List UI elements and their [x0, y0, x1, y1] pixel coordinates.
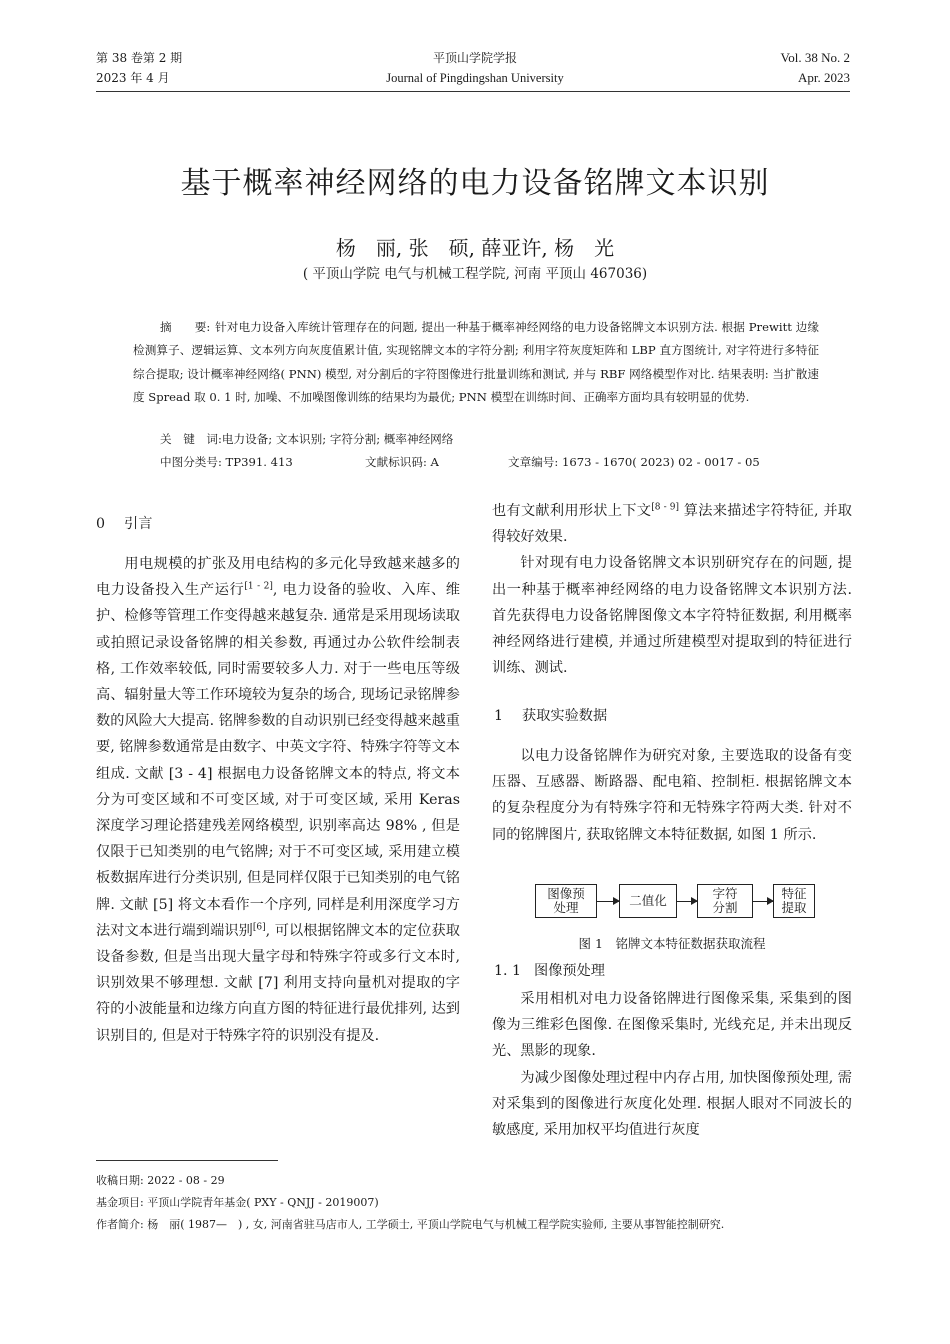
flow-box-preprocess-line2: 处理 — [553, 900, 579, 915]
flow-box-binarize: 二值化 — [619, 884, 677, 918]
data-paragraph-wrap — [492, 743, 852, 848]
abstract-text: 针对电力设备入库统计管理存在的问题, 提出一种基于概率神经网络的电力设备铭牌文本识别方法. 根据 Prewitt 边缘检测算子、逻辑运算、文本列方向灰度值累计值, 实现铭牌文本的字符分割; 利用字符灰度矩阵和 LBP 直方图统计, 对字符进行多特征综合提取; 设计概率神经网络( PNN) 模型, 对分割后的字符图像进行批量训练和测试, 并与 RBF 网络模型作对比. 结果表明: 当扩散速度 Spread 取 0. 1 时, 加噪、不加噪图像训练的结果均为最优; PNN 模型在训练时间、正确率方面均具有较明显的优势. — [133, 320, 819, 405]
figure-1-caption: 图 1 铭牌文本特征数据获取流程 — [578, 936, 766, 951]
intro-text-a: 用电规模的扩张及用电结构的多元化导致越来越多的电力设备投入生产运行 — [96, 556, 460, 599]
flow-box-preprocess — [535, 884, 597, 918]
paper-title: 基于概率神经网络的电力设备铭牌文本识别 — [180, 166, 770, 201]
footnote-rule — [96, 1160, 278, 1161]
intro-text-b: , 电力设备的验收、入库、维护、检修等管理工作变得越来越复杂. 通常是采用现场读取或拍照记录设备铭牌的相关参数, 再通过办公软件绘制表格, 工作效率较低, 同时需要较多人力. 对于一些电压等级高、辐射量大等工作环境较为复杂的场合, 现场记录铭牌参数的风险大大提高. 铭牌参数的自动识别已经变得越来越重要, 铭牌参数通常是由数字、中英文字符、特殊字符等文本组成. 文献 [3 - 4] 根据电力设备铭牌文本的特点, 将文本分为可变区域和不可变区域, 对于可变区域, 采用 Keras 深度学习理论搭建残差网络模型, 识别率高达 98% , 但是仅限于已知类别的电气铭牌; 对于不可变区域, 采用建立模板数据库进行分类识别, 但是同样仅限于已知类别的电气铭牌. 文献 [5] 将文本看作一个序列, 同样是利用深度学习方法对文本进行端到端识别 — [96, 582, 460, 939]
clc-number: 中图分类号: TP391. 413 — [160, 455, 293, 469]
header-rule — [96, 91, 850, 92]
article-number: 文章编号: 1673 - 1670( 2023) 02 - 0017 - 05 — [508, 455, 760, 469]
method-paragraph: 针对现有电力设备铭牌文本识别研究存在的问题, 提出一种基于概率神经网络的电力设备铭牌文本识别方法. 首先获得电力设备铭牌图像文本字符特征数据, 利用概率神经网络进行建模, 并通过所建模型对提取到的特征进行训练、测试. — [492, 555, 852, 677]
flow-box-extract-line1: 特征 — [781, 886, 807, 901]
section-1-number: 1 — [494, 708, 504, 724]
left-column-body — [96, 551, 460, 1049]
classification-line — [160, 451, 820, 473]
keywords-label: 关 键 词: — [160, 432, 222, 446]
header-date-en: Apr. 2023 — [798, 70, 850, 85]
header-volume-en: Vol. 38 No. 2 — [780, 50, 850, 65]
keywords — [160, 428, 820, 450]
header-date-cn: 2023 年 4 月 — [96, 71, 170, 85]
section-1-title: 获取实验数据 — [522, 708, 608, 724]
figure-1-flowchart — [535, 884, 815, 920]
section-1-1-number: 1. 1 — [494, 963, 522, 979]
data-paragraph: 以电力设备铭牌作为研究对象, 主要选取的设备有变压器、互感器、断路器、配电箱、控制柜. 根据铭牌文本的复杂程度分为有特殊字符和无特殊字符两大类. 针对不同的铭牌图片, 获取铭牌文本特征数据, 如图 1 所示. — [492, 748, 852, 843]
flow-box-segment-line2: 分割 — [712, 900, 738, 915]
keywords-text: 电力设备; 文本识别; 字符分割; 概率神经网络 — [221, 432, 454, 446]
flow-box-extract — [773, 884, 815, 918]
preprocess-paragraph-2: 为减少图像处理过程中内存占用, 加快图像预处理, 需对采集到的图像进行灰度化处理. 根据人眼对不同波长的敏感度, 采用加权平均值进行灰度 — [492, 1069, 852, 1139]
abstract — [133, 316, 819, 410]
footnote-fund: 基金项目: 平顶山学院青年基金( PXY - QNJJ - 2019007) — [96, 1196, 379, 1209]
flow-box-extract-line2: 提取 — [781, 900, 807, 915]
paper-affiliation: ( 平顶山学院 电气与机械工程学院, 河南 平顶山 467036) — [302, 266, 648, 282]
section-0-title: 引言 — [124, 516, 153, 532]
footnote-received: 收稿日期: 2022 - 08 - 29 — [96, 1174, 225, 1187]
section-1-1-title: 图像预处理 — [534, 963, 605, 979]
continuation-text-b: 算法来描述字符特征, 并取得较好效果. — [492, 503, 852, 546]
preprocess-paragraph-1: 采用相机对电力设备铭牌进行图像采集, 采集到的图像为三维彩色图像. 在图像采集时, 光线充足, 并未出现反光、黑影的现象. — [492, 991, 852, 1060]
abstract-label: 摘 要: — [160, 320, 211, 334]
paper-authors: 杨 丽, 张 硕, 薛亚许, 杨 光 — [335, 236, 615, 260]
section-1-1-heading — [494, 958, 605, 984]
flow-box-segment — [697, 884, 753, 918]
intro-text-c: , 可以根据铭牌文本的定位获取设备参数, 但是当出现大量字母和特殊字符或多行文本时, 识别效果不够理想. 文献 [7] 利用支持向量机对提取的字符的小波能量和边缘方向直方图的特征进行最优排列, 达到识别目的, 但是对于特殊字符的识别没有提及. — [96, 922, 460, 1044]
section-0-heading — [96, 511, 152, 537]
flow-arrow-3 — [753, 901, 773, 902]
flow-box-segment-line1: 字符 — [712, 886, 738, 901]
header-journal-en: Journal of Pingdingshan University — [386, 71, 564, 85]
document-code: 文献标识码: A — [365, 455, 439, 469]
preprocess-body — [492, 986, 852, 1143]
header-journal-cn: 平顶山学院学报 — [432, 51, 517, 65]
section-1-heading — [494, 703, 607, 729]
footnote-author: 作者简介: 杨 丽( 1987— ) , 女, 河南省驻马店市人, 工学硕士, 平顶山学院电气与机械工程学院实验师, 主要从事智能控制研究. — [96, 1218, 725, 1231]
intro-continuation — [492, 498, 852, 550]
citation-1-2[interactable]: [1 - 2] — [244, 581, 273, 592]
intro-paragraph — [96, 551, 460, 1049]
continuation-text-a: 也有文献利用形状上下文 — [492, 503, 652, 519]
right-column-body — [492, 498, 852, 681]
flow-arrow-2 — [677, 901, 697, 902]
section-0-number: 0 — [96, 516, 106, 532]
citation-8-9[interactable]: [8 - 9] — [651, 502, 679, 513]
header-volume-cn: 第 38 卷第 2 期 — [96, 51, 183, 65]
citation-6[interactable]: [6] — [252, 922, 266, 933]
flow-arrow-1 — [597, 901, 619, 902]
flow-box-preprocess-line1: 图像预 — [547, 886, 585, 901]
